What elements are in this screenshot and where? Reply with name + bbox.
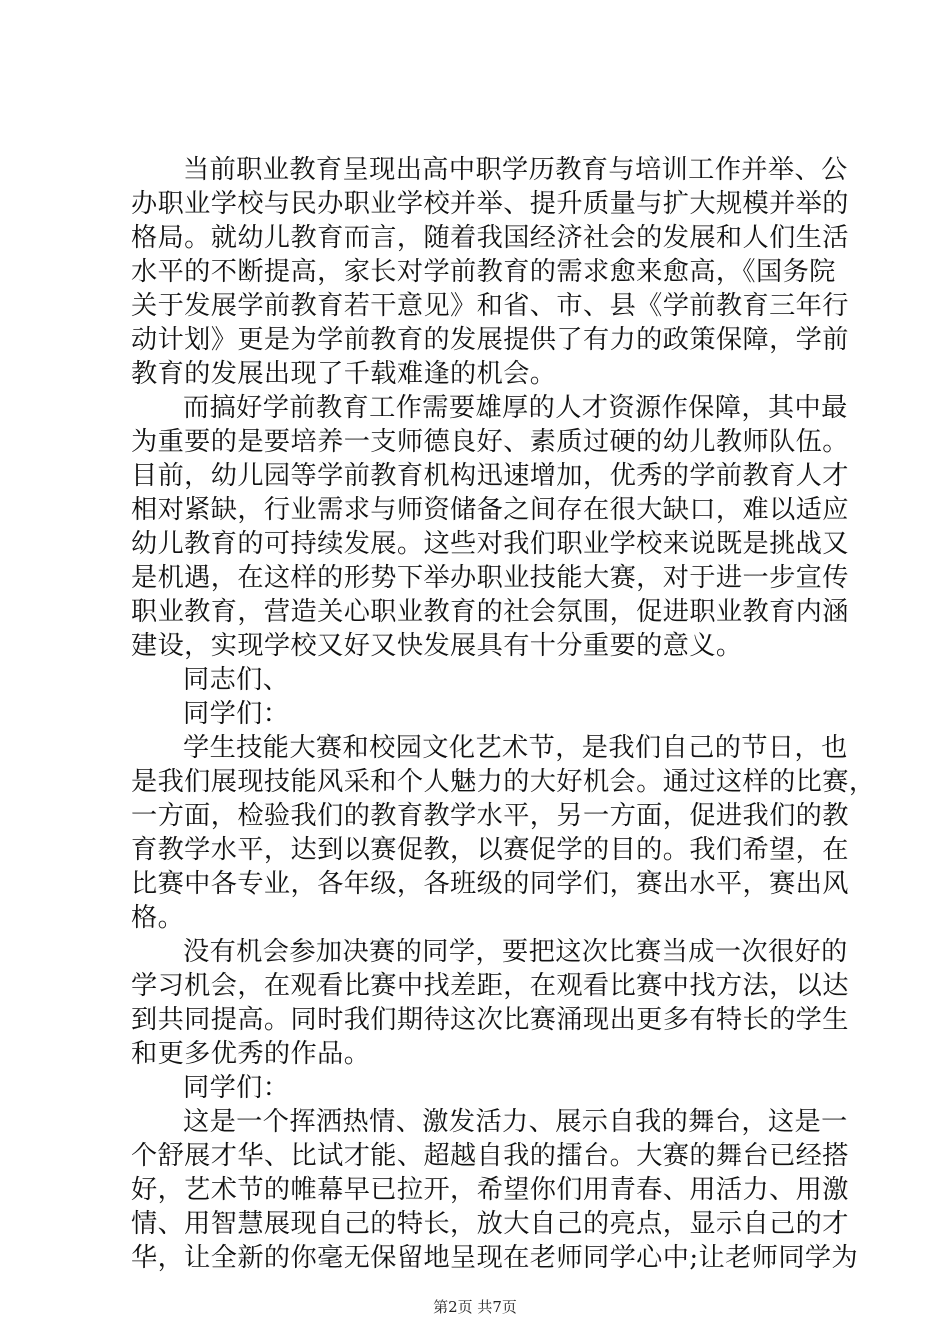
text-line: 格。 [131,903,185,933]
text-line: 到共同提高。同时我们期待这次比赛涌现出更多有特长的学生 [131,1005,849,1035]
text-line: 办职业学校与民办职业学校并举、提升质量与扩大规模并举的 [131,189,849,219]
text-line: 同学们： [183,699,290,729]
text-line: 和更多优秀的作品。 [131,1039,371,1069]
text-line: 职业教育，营造关心职业教育的社会氛围，促进职业教育内涵 [131,597,849,627]
text-line: 比赛中各专业，各年级，各班级的同学们，赛出水平，赛出风 [131,869,849,899]
text-line: 华，让全新的你毫无保留地呈现在老师同学心中;让老师同学为 [131,1243,859,1273]
text-line: 情、用智慧展现自己的特长，放大自己的亮点，显示自己的才 [131,1209,849,1239]
text-line: 动计划》更是为学前教育的发展提供了有力的政策保障，学前 [131,325,849,355]
text-line: 学生技能大赛和校园文化艺术节，是我们自己的节日，也 [183,733,848,763]
text-line: 为重要的是要培养一支师德良好、素质过硬的幼儿教师队伍。 [131,427,849,457]
text-line: 水平的不断提高，家长对学前教育的需求愈来愈高，《国务院 [131,257,836,287]
text-line: 同志们、 [183,665,290,695]
text-line: 目前，幼儿园等学前教育机构迅速增加，优秀的学前教育人才 [131,461,849,491]
text-line: 是机遇，在这样的形势下举办职业技能大赛，对于进一步宣传 [131,563,849,593]
text-line: 相对紧缺，行业需求与师资储备之间存在很大缺口，难以适应 [131,495,849,525]
text-line: 没有机会参加决赛的同学，要把这次比赛当成一次很好的 [183,937,848,967]
text-line: 好，艺术节的帷幕早已拉开，希望你们用青春、用活力、用激 [131,1175,849,1205]
text-line: 学习机会，在观看比赛中找差距，在观看比赛中找方法，以达 [131,971,849,1001]
text-line: 同学们： [183,1073,290,1103]
text-line: 个舒展才华、比试才能、超越自我的擂台。大赛的舞台已经搭 [131,1141,849,1171]
text-line: 这是一个挥洒热情、激发活力、展示自我的舞台，这是一 [183,1107,848,1137]
text-line: 建设，实现学校又好又快发展具有十分重要的意义。 [131,631,743,661]
text-line: 而搞好学前教育工作需要雄厚的人才资源作保障，其中最 [183,393,848,423]
text-line: 一方面，检验我们的教育教学水平，另一方面，促进我们的教 [131,801,849,831]
text-line: 格局。就幼儿教育而言，随着我国经济社会的发展和人们生活 [131,223,849,253]
text-line: 关于发展学前教育若干意见》和省、市、县《学前教育三年行 [131,291,849,321]
document-body [131,153,876,1275]
page-footer: 第2页 共7页 [433,1298,517,1316]
text-line: 教育的发展出现了千载难逢的机会。 [131,359,557,389]
text-line: 育教学水平，达到以赛促教，以赛促学的目的。我们希望，在 [131,835,849,865]
text-line: 是我们展现技能风采和个人魅力的大好机会。通过这样的比赛， [131,767,876,797]
text-line: 幼儿教育的可持续发展。这些对我们职业学校来说既是挑战又 [131,529,849,559]
text-line: 当前职业教育呈现出高中职学历教育与培训工作并举、公 [183,155,848,185]
